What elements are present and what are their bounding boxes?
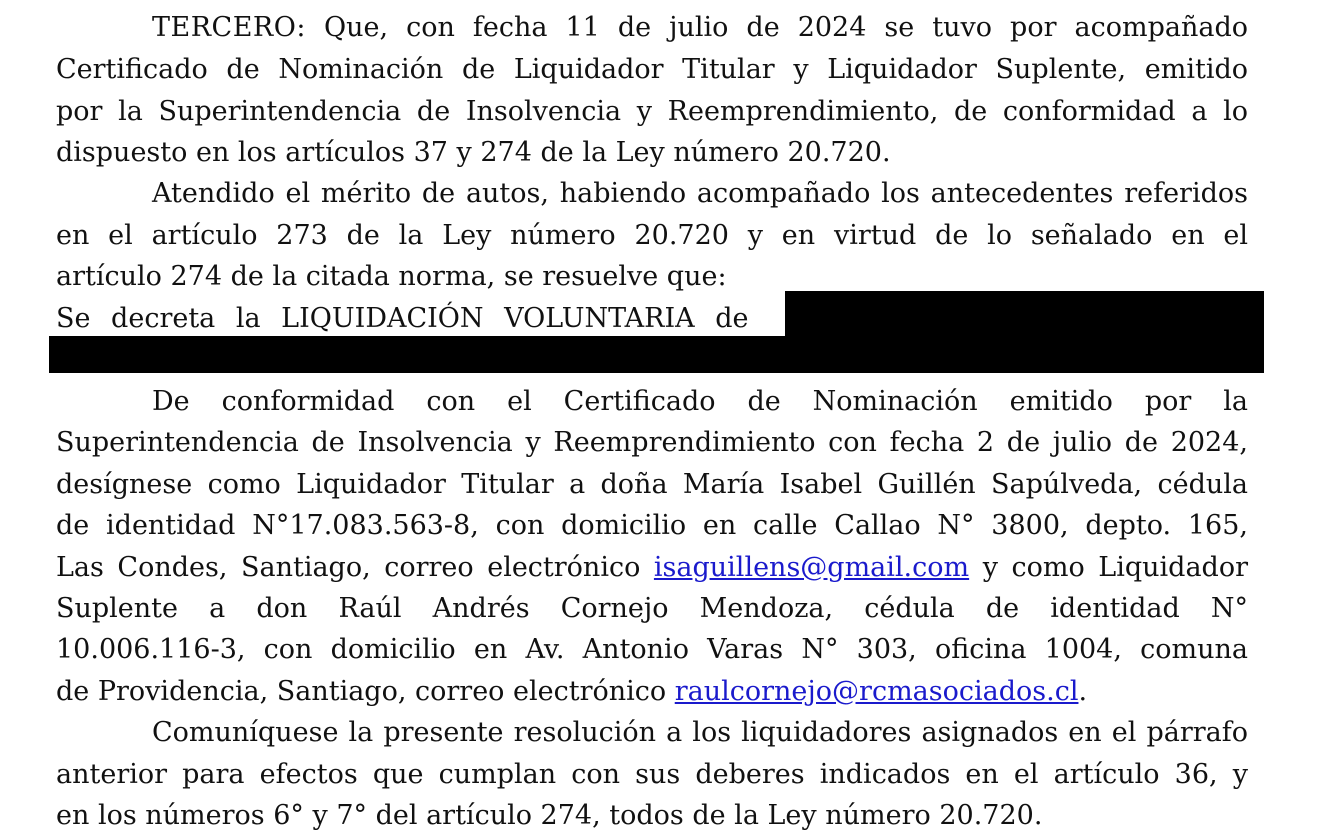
conformidad-line-8 — [56, 675, 1248, 709]
comuniquese-line-1: Comuníquese la presente resolución a los liquidadores asignados en el párrafo — [152, 717, 1248, 748]
atendido-line-3: artículo 274 de la citada norma, se resuelve que: — [56, 261, 727, 292]
tercero-text-1: Que, con fecha 11 de julio de 2024 se tuvo por acompañado — [324, 12, 1248, 43]
comuniquese-line-3: en los números 6° y 7° del artículo 274, todos de la Ley número 20.720. — [56, 800, 1043, 831]
conformidad-line-4: de identidad N°17.083.563-8, con domicilio en calle Callao N° 3800, depto. 165, — [56, 510, 1248, 541]
conformidad-text-8b: . — [1078, 676, 1088, 707]
conformidad-line-1: De conformidad con el Certificado de Nominación emitido por la — [152, 386, 1248, 417]
comuniquese-line-2: anterior para efectos que cumplan con sus deberes indicados en el artículo 36, y — [56, 759, 1248, 790]
tercero-line-2: Certificado de Nominación de Liquidador Titular y Liquidador Suplente, emitido — [56, 54, 1248, 85]
atendido-line-2: en el artículo 273 de la Ley número 20.720 y en virtud de lo señalado en el — [56, 220, 1248, 251]
decreta-text: Se decreta la LIQUIDACIÓN VOLUNTARIA de — [56, 303, 749, 334]
decreta-line-1 — [56, 302, 786, 336]
conformidad-line-2: Superintendencia de Insolvencia y Reemprendimiento con fecha 2 de julio de 2024, — [56, 427, 1248, 458]
tercero-line-3: por la Superintendencia de Insolvencia y Reemprendimiento, de conformidad a lo — [56, 96, 1248, 127]
conformidad-text-5b: y como Liquidador — [982, 552, 1248, 583]
conformidad-text-5a: Las Condes, Santiago, correo electrónico — [56, 552, 641, 583]
conformidad-line-3: desígnese como Liquidador Titular a doña María Isabel Guillén Sapúlveda, cédula — [56, 469, 1248, 500]
conformidad-line-5 — [56, 551, 1248, 585]
redaction-block — [785, 291, 1264, 373]
conformidad-line-7: 10.006.116-3, con domicilio en Av. Antonio Varas N° 303, oficina 1004, comuna — [56, 634, 1248, 665]
conformidad-text-8a: de Providencia, Santiago, correo electrónico — [56, 676, 667, 707]
conformidad-line-6: Suplente a don Raúl Andrés Cornejo Mendoza, cédula de identidad N° — [56, 593, 1248, 624]
tercero-line-1 — [152, 11, 1248, 45]
atendido-line-1: Atendido el mérito de autos, habiendo acompañado los antecedentes referidos — [152, 178, 1248, 209]
tercero-line-4: dispuesto en los artículos 37 y 274 de la Ley número 20.720. — [56, 137, 891, 168]
tercero-label: TERCERO: — [152, 12, 306, 43]
email-link-suplente[interactable]: raulcornejo@rcmasociados.cl — [674, 676, 1079, 707]
email-link-titular[interactable]: isaguillens@gmail.com — [653, 552, 970, 583]
redaction-block — [49, 336, 826, 373]
